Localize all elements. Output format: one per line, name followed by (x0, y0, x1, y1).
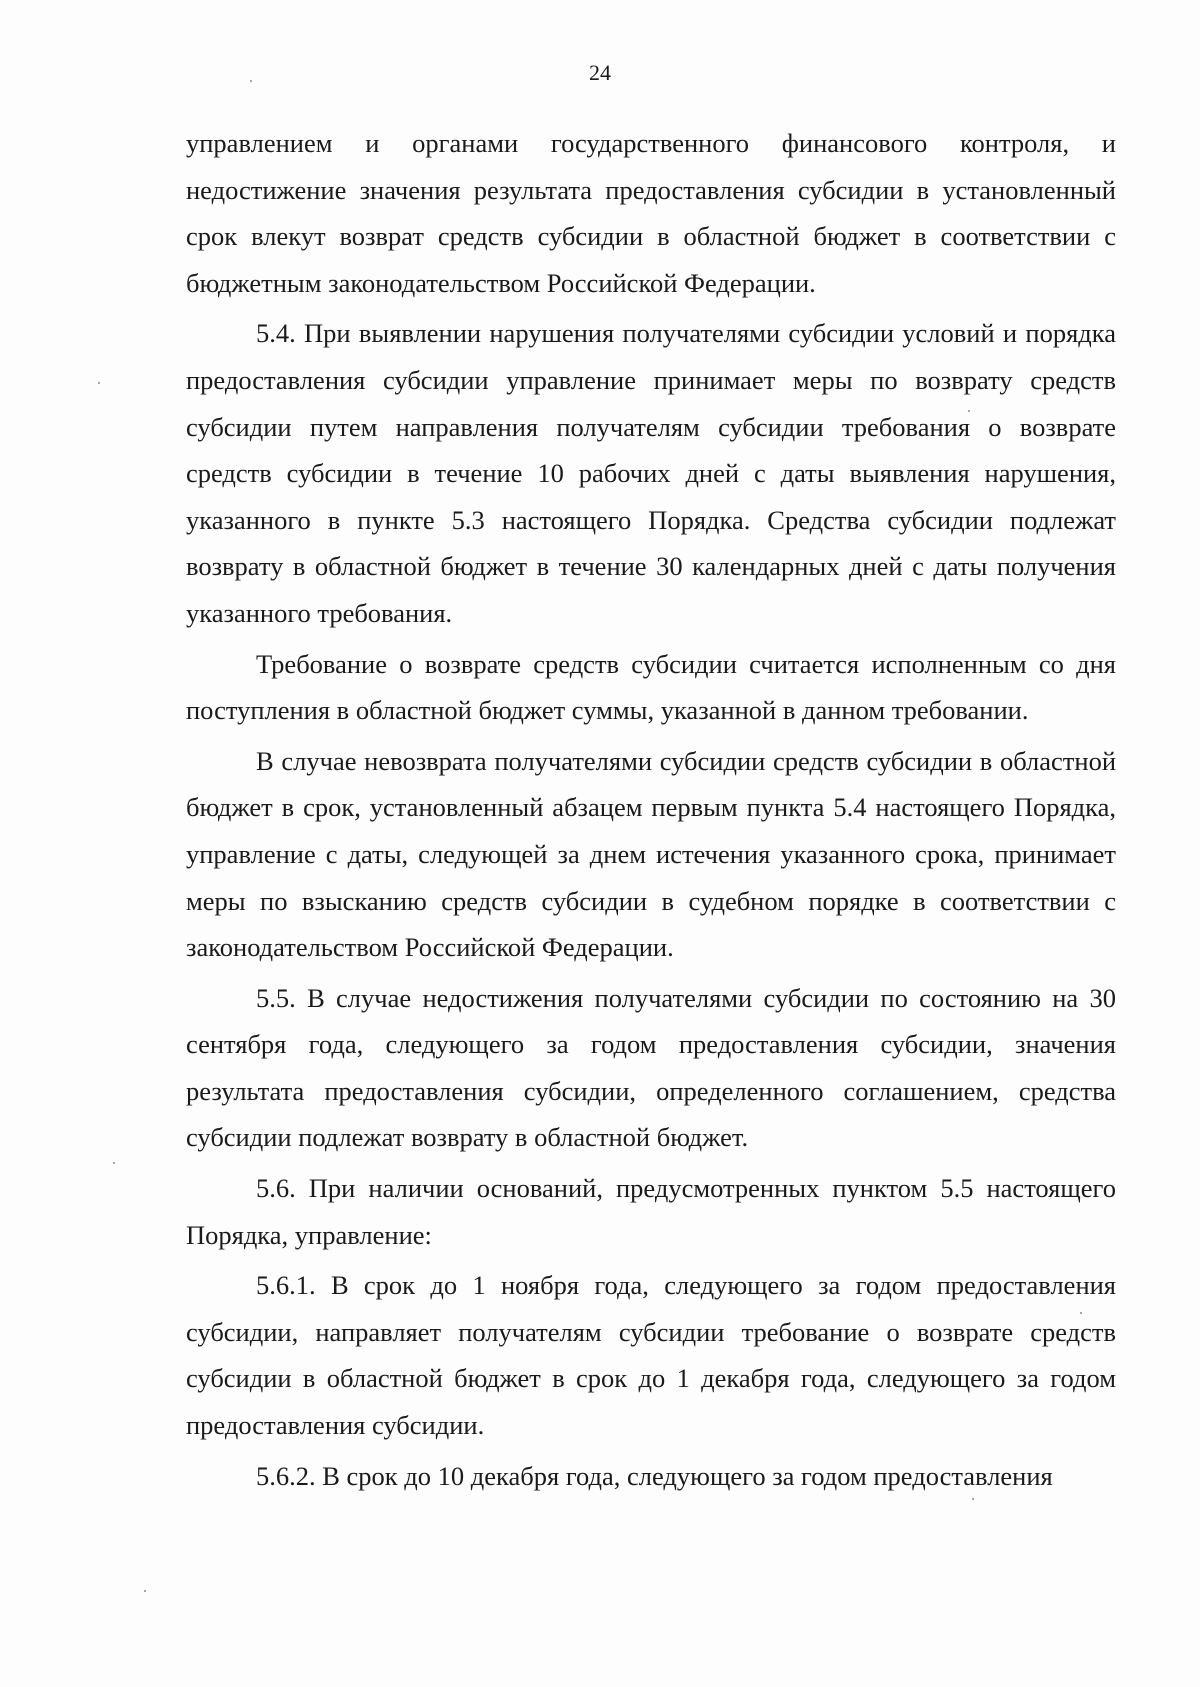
scan-speck (144, 1590, 146, 1592)
paragraph-5-6: 5.6. При наличии оснований, предусмотренных пунктом 5.5 настоящего Порядка, управление: (186, 1173, 1116, 1250)
paragraph-continuation: управлением и органами государственного финансового контроля, и недостижение значения результата предоставления субсидии в установленный срок влекут возврат средств субсидии в областной бюджет в соответствии с бюджетным законодательством Российской Федерации. (186, 128, 1116, 298)
paragraph-5-6-1: 5.6.1. В срок до 1 ноября года, следующего за годом предоставления субсидии, направляет получателям субсидии требование о возврате средств субсидии в областной бюджет в срок до 1 декабря года, следующего за годом предоставления субсидии. (186, 1270, 1116, 1441)
page-number: 24 (589, 60, 611, 85)
paragraph-5-4: 5.4. При выявлении нарушения получателями субсидии условий и порядка предоставления субсидии управление принимает меры по возврату средств субсидии путем направления получателям субсидии требования о возврате средств субсидии в течение 10 рабочих дней с даты выявления нарушения, указанного в пункте 5.3 настоящего Порядка. Средства субсидии подлежат возврату в областной бюджет в течение 30 календарных дней с даты получения указанного требования. (186, 318, 1116, 628)
scan-speck (1080, 1312, 1082, 1314)
document-body (186, 120, 1116, 1499)
paragraph-non-return: В случае невозврата получателями субсидии средств субсидии в областной бюджет в срок, установленный абзацем первым пункта 5.4 настоящего Порядка, управление с даты, следующей за днем истечения указанного срока, принимает меры по взысканию средств субсидии в судебном порядке в соответствии с законодательством Российской Федерации. (186, 745, 1116, 963)
paragraph-requirement-fulfilled: Требование о возврате средств субсидии считается исполненным со дня поступления в областной бюджет суммы, указанной в данном требовании. (186, 648, 1116, 726)
paragraph-5-6-2: 5.6.2. В срок до 10 декабря года, следующего за годом предоставления (256, 1460, 1053, 1491)
paragraph-5-5: 5.5. В случае недостижения получателями субсидии по состоянию на 30 сентября года, следующего за годом предоставления субсидии, значения результата предоставления субсидии, определенного соглашением, средства субсидии подлежат возврату в областной бюджет. (186, 982, 1116, 1153)
scan-speck (250, 80, 252, 82)
scan-speck (968, 410, 970, 412)
scan-speck (98, 382, 100, 384)
scan-speck (972, 1498, 974, 1500)
scan-speck (113, 1162, 115, 1164)
